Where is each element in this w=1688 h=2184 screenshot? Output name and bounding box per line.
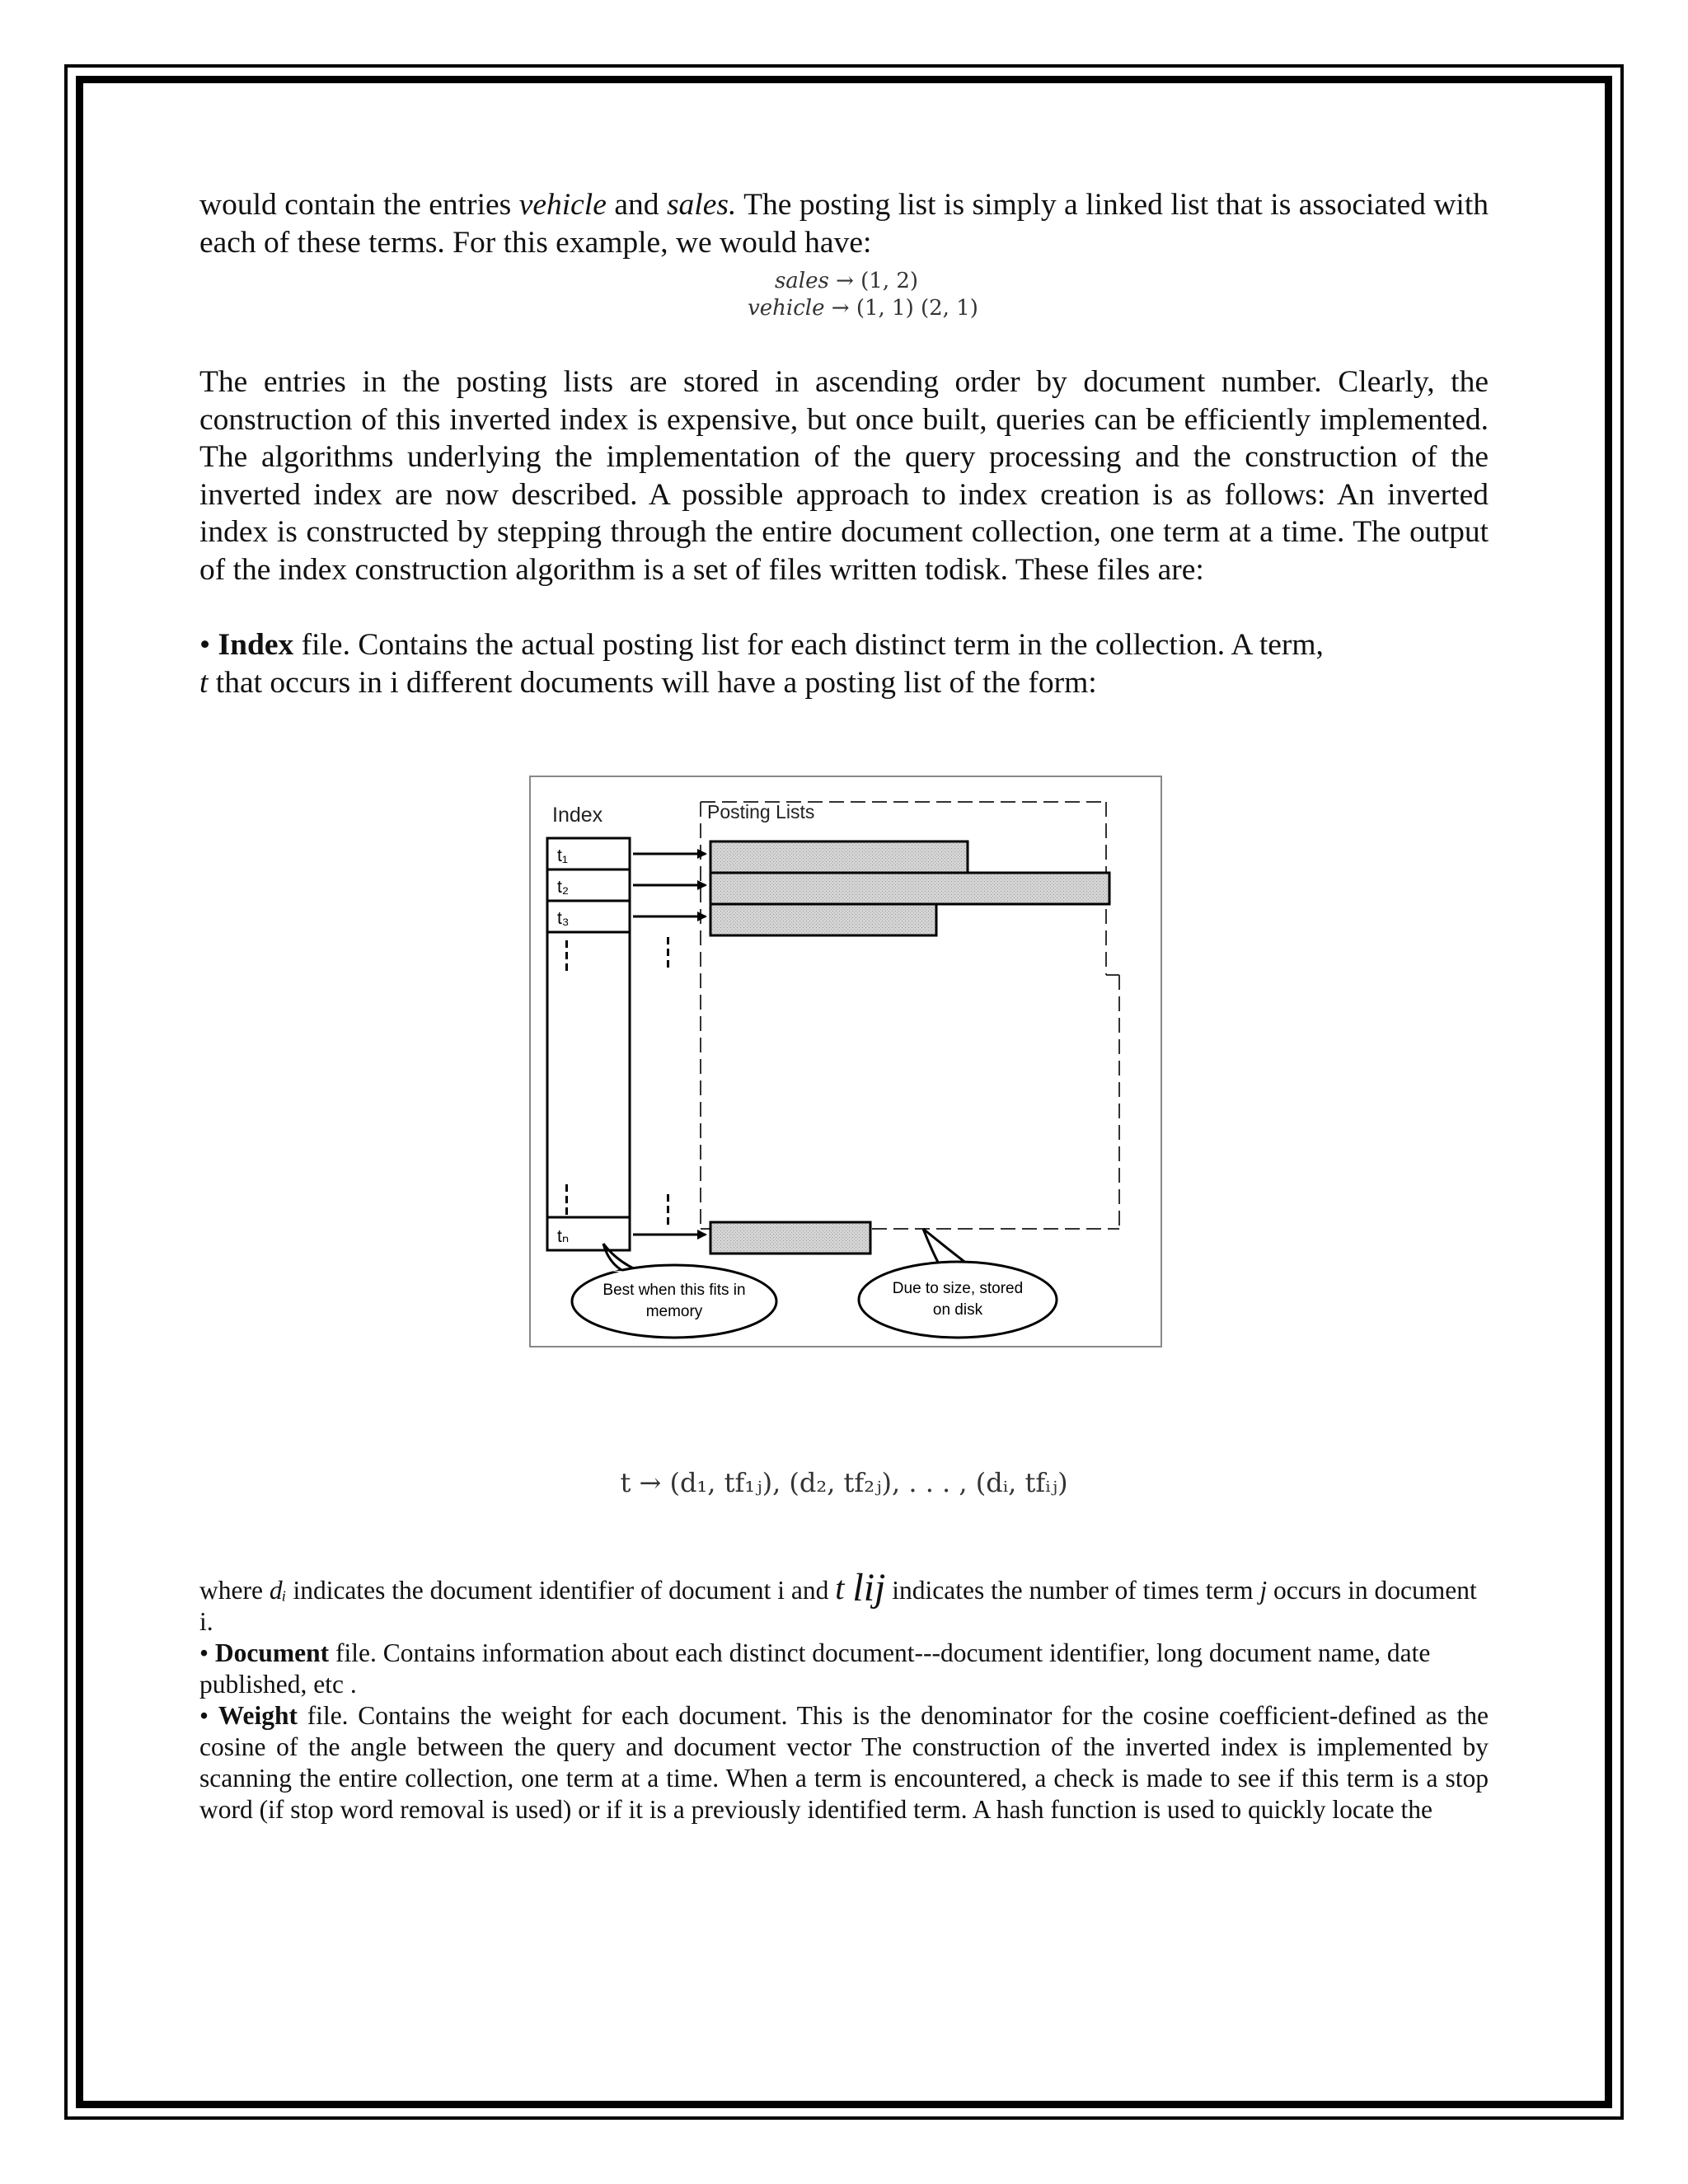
callout-disk-line1: Due to size, stored xyxy=(892,1280,1024,1297)
inverted-index-diagram xyxy=(529,776,1162,1347)
index-ellipsis-top xyxy=(565,940,568,971)
term-vehicle: vehicle xyxy=(518,188,607,222)
posting-bar-t3 xyxy=(710,904,936,935)
paragraph-posting-list: would contain the entries vehicle and sales. The posting list is simply a linked list that is associated with each of these terms. For this example, we would have: xyxy=(199,188,1489,260)
posting-bar-t1 xyxy=(710,841,968,873)
arrow-ellipsis-top xyxy=(667,937,669,968)
paragraph-where: where dᵢ indicates the document identifier of document i and t lij indicates the number of times term j occurs in document i. xyxy=(199,1566,1477,1636)
term-sales: sales. xyxy=(666,188,737,222)
posting-line-sales: sales → (1, 2) xyxy=(774,269,919,293)
term-tn: tₙ xyxy=(557,1227,570,1246)
bullet-index-file: • Index file. Contains the actual posting list for each distinct term in the collection. A term, t that occurs in i different documents will have a posting list of the form: xyxy=(199,628,1324,700)
callout-memory-line1: Best when this fits in xyxy=(603,1282,746,1299)
posting-lists-label: Posting Lists xyxy=(707,801,815,823)
term-t1: t₁ xyxy=(557,846,568,865)
paragraph-index-construction: The entries in the posting lists are stored in ascending order by document number. Clearly, the construction of this inverted index is expensive, but once built, queries can be efficiently implemented. The algorithms underlying the implementation of the query processing and the construction of the inverted index are now described. A possible approach to index creation is as follows: An inverted index is constructed by stepping through the entire document collection, one term at a time. The output of the index construction algorithm is a set of files written todisk. These files are: xyxy=(199,365,1489,587)
posting-list-formula: t → (d₁, tf₁ⱼ), (d₂, tf₂ⱼ), . . . , (dᵢ, tfᵢⱼ) xyxy=(620,1467,1068,1498)
term-t2: t₂ xyxy=(557,878,569,897)
term-t3: t₃ xyxy=(557,909,570,928)
index-label: Index xyxy=(552,804,603,827)
arrow-ellipsis-bottom xyxy=(667,1194,669,1225)
posting-line-vehicle: vehicle → (1, 1) (2, 1) xyxy=(748,296,978,321)
inverted-index-figure xyxy=(529,776,1162,1347)
callout-memory-line2: memory xyxy=(645,1303,703,1320)
posting-bar-tn xyxy=(710,1222,870,1254)
bullet-weight-file: • Weight file. Contains the weight for each document. This is the denominator for the cosine coefficient-defined as the cosine of the angle between the query and document vector The construction of the inverted index is implemented by scanning the entire collection, one term at a time. When a term is encountered, a check is made to see if this term is a stop word (if stop word removal is used) or if it is a previously identified term. A hash function is used to quickly locate the xyxy=(199,1701,1489,1824)
callout-disk-line2: on disk xyxy=(932,1301,983,1319)
page-content xyxy=(199,186,1489,1825)
posting-bar-t2 xyxy=(710,873,1109,904)
bullet-document-file: • Document file. Contains information about each distinct document---document identifier, long document name, date published, etc . xyxy=(199,1638,1431,1699)
index-ellipsis-bottom xyxy=(565,1184,568,1215)
example-posting-lists xyxy=(199,268,1489,322)
